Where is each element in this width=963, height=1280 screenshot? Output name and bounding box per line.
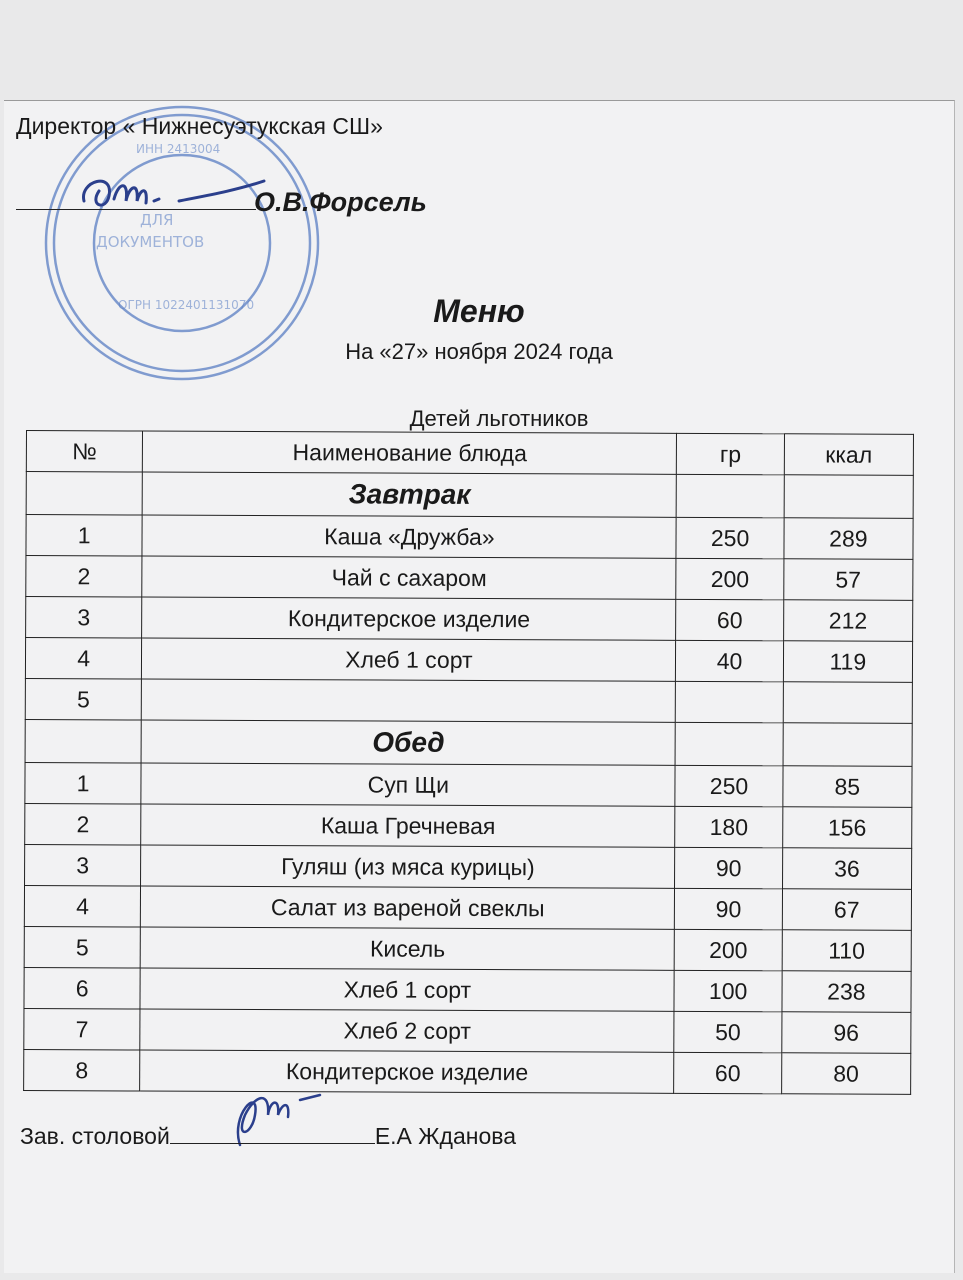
table-row bbox=[24, 926, 911, 971]
row-gr: 180 bbox=[675, 806, 782, 847]
page-title: Меню bbox=[433, 293, 525, 329]
row-num: 6 bbox=[24, 967, 140, 1009]
row-kcal: 85 bbox=[783, 766, 912, 808]
row-num: 8 bbox=[24, 1049, 140, 1091]
section-label-breakfast: Завтрак bbox=[142, 472, 676, 517]
row-name: Хлеб 1 сорт bbox=[140, 968, 674, 1011]
row-num: 1 bbox=[25, 762, 141, 804]
table-row bbox=[24, 885, 911, 930]
row-num: 3 bbox=[26, 597, 142, 639]
header-kcal: ккал bbox=[784, 434, 913, 476]
table-row bbox=[25, 638, 912, 683]
row-name: Хлеб 1 сорт bbox=[142, 638, 676, 681]
row-gr: 200 bbox=[675, 929, 782, 970]
director-label: Директор « Нижнесуэтукская СШ» bbox=[16, 113, 383, 139]
row-kcal: 119 bbox=[783, 641, 912, 683]
table-row bbox=[26, 597, 913, 642]
table-row bbox=[24, 967, 911, 1012]
row-name: Салат из вареной свеклы bbox=[141, 886, 675, 929]
row-num: 3 bbox=[25, 844, 141, 886]
row-name: Каша «Дружба» bbox=[142, 515, 676, 558]
table-caption: Детей льготников bbox=[409, 406, 589, 431]
row-kcal: 238 bbox=[782, 971, 911, 1013]
row-gr: 100 bbox=[674, 970, 781, 1011]
section-row-lunch bbox=[25, 719, 912, 766]
row-gr: 40 bbox=[676, 640, 783, 681]
row-num: 5 bbox=[24, 926, 140, 968]
row-kcal: 212 bbox=[783, 600, 912, 642]
svg-text:ДЛЯ: ДЛЯ bbox=[140, 211, 174, 229]
header-num: № bbox=[26, 431, 142, 473]
row-name bbox=[141, 679, 675, 722]
row-kcal: 80 bbox=[781, 1053, 910, 1095]
row-kcal: 67 bbox=[782, 889, 911, 931]
table-row bbox=[25, 678, 912, 723]
table-row bbox=[24, 1049, 911, 1094]
row-name: Чай с сахаром bbox=[142, 556, 676, 599]
footer bbox=[20, 1123, 516, 1150]
table-row bbox=[26, 515, 913, 560]
row-num: 1 bbox=[26, 515, 142, 557]
row-num: 2 bbox=[26, 556, 142, 598]
row-gr: 250 bbox=[676, 517, 783, 558]
section-empty-cell bbox=[675, 722, 782, 765]
row-name: Кисель bbox=[140, 927, 674, 970]
row-name: Каша Гречневая bbox=[141, 804, 675, 847]
row-kcal: 57 bbox=[783, 559, 912, 601]
section-empty-cell bbox=[783, 723, 912, 767]
section-empty-cell bbox=[26, 472, 142, 516]
row-num: 4 bbox=[24, 885, 140, 927]
row-gr: 250 bbox=[675, 765, 782, 806]
row-kcal: 110 bbox=[782, 930, 911, 972]
row-kcal: 289 bbox=[784, 518, 913, 560]
row-kcal bbox=[783, 682, 912, 724]
section-empty-cell bbox=[677, 474, 784, 517]
row-name: Хлеб 2 сорт bbox=[140, 1009, 674, 1052]
row-num: 4 bbox=[25, 638, 141, 680]
table-row bbox=[24, 1008, 911, 1053]
section-row-breakfast bbox=[26, 472, 913, 519]
row-gr: 50 bbox=[674, 1011, 781, 1052]
table-row bbox=[25, 844, 912, 889]
row-kcal: 96 bbox=[781, 1012, 910, 1054]
svg-text:ДОКУМЕНТОВ: ДОКУМЕНТОВ bbox=[96, 233, 205, 251]
row-num: 5 bbox=[25, 678, 141, 720]
menu-table bbox=[23, 430, 914, 1095]
director-signature-icon bbox=[74, 161, 274, 221]
director-signature-line bbox=[16, 209, 256, 210]
header-name: Наименование блюда bbox=[143, 431, 677, 474]
header-gr: гр bbox=[677, 433, 784, 474]
section-label-lunch: Обед bbox=[141, 720, 675, 765]
table-row bbox=[25, 762, 912, 807]
row-name: Суп Щи bbox=[141, 763, 675, 806]
director-name: О.В.Форсель bbox=[254, 187, 427, 217]
menu-date: На «27» ноября 2024 года bbox=[345, 339, 613, 364]
section-empty-cell bbox=[784, 475, 913, 519]
row-num: 2 bbox=[25, 803, 141, 845]
row-gr: 60 bbox=[676, 599, 783, 640]
svg-text:ОГРН 1022401131070: ОГРН 1022401131070 bbox=[118, 298, 255, 312]
table-row bbox=[25, 803, 912, 848]
row-gr bbox=[676, 681, 783, 722]
footer-label: Зав. столовой bbox=[20, 1123, 170, 1149]
row-num: 7 bbox=[24, 1008, 140, 1050]
table-row bbox=[26, 556, 913, 601]
row-gr: 90 bbox=[675, 847, 782, 888]
row-kcal: 36 bbox=[782, 848, 911, 890]
row-kcal: 156 bbox=[782, 807, 911, 849]
section-empty-cell bbox=[25, 719, 141, 763]
row-name: Кондитерское изделие bbox=[140, 1050, 674, 1093]
svg-text:ИНН 2413004: ИНН 2413004 bbox=[136, 142, 221, 156]
footer-name: Е.А Жданова bbox=[374, 1123, 516, 1149]
row-gr: 90 bbox=[675, 888, 782, 929]
row-name: Гуляш (из мяса курицы) bbox=[141, 845, 675, 888]
table-header-row bbox=[26, 431, 913, 476]
row-name: Кондитерское изделие bbox=[142, 597, 676, 640]
row-gr: 200 bbox=[676, 558, 783, 599]
footer-signature-line bbox=[170, 1125, 375, 1144]
row-gr: 60 bbox=[674, 1052, 781, 1093]
